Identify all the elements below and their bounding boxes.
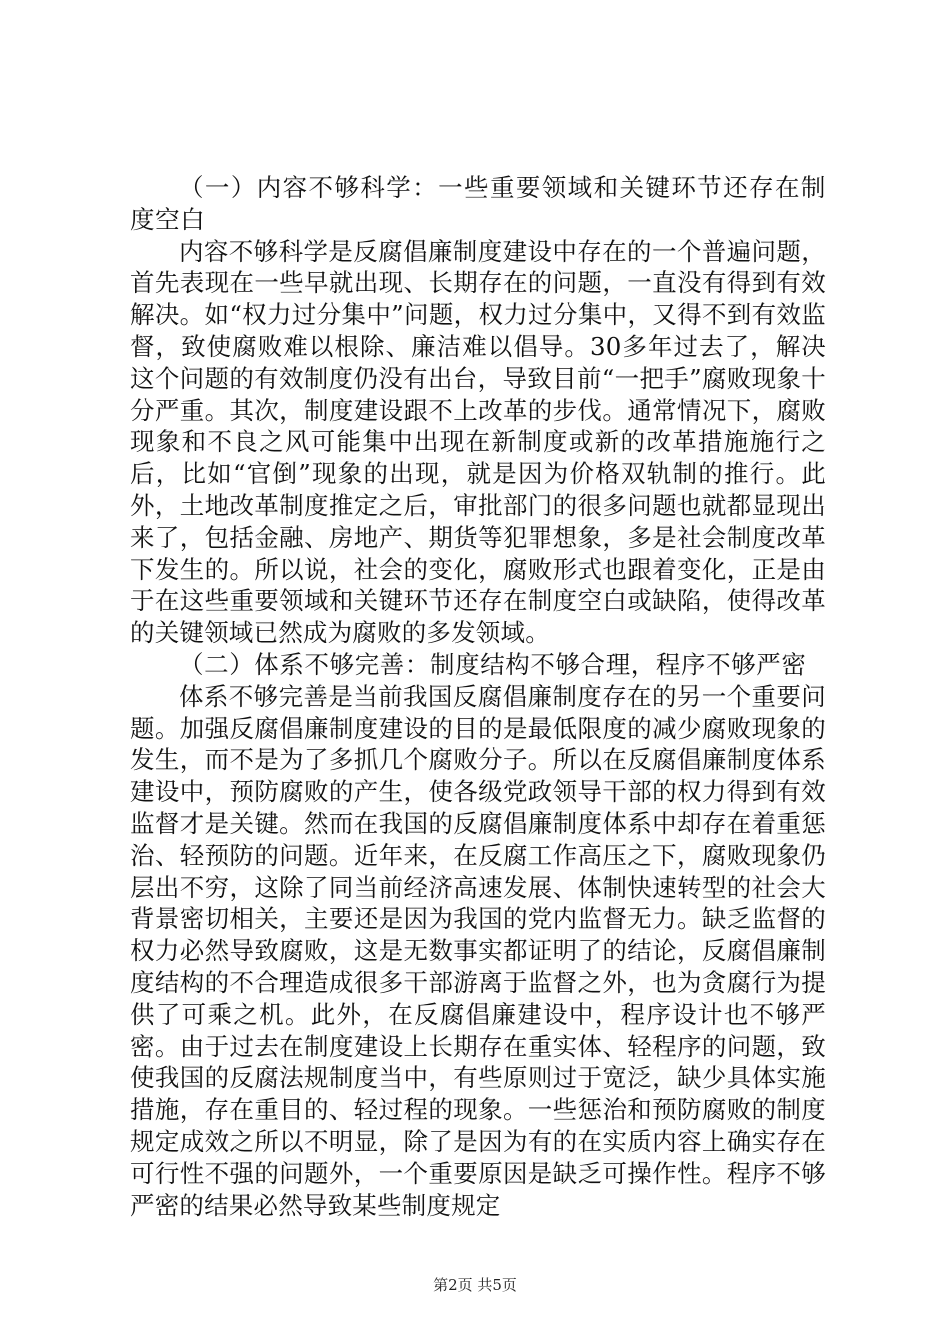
section-heading-2: （二）体系不够完善：制度结构不够合理，程序不够严密 bbox=[179, 649, 807, 679]
section-heading-1: （一）内容不够科学：一些重要领域和关键环节还存在制度空白 bbox=[130, 173, 826, 234]
document-body bbox=[130, 172, 826, 1221]
body-paragraph-1: 内容不够科学是反腐倡廉制度建设中存在的一个普遍问题，首先表现在一些早就出现、长期存在的问题，一直没有得到有效解决。如“权力过分集中”问题，权力过分集中，又得不到有效监督，致使腐败难以根除、廉洁难以倡导。30多年过去了，解决这个问题的有效制度仍没有出台，导致目前“一把手”腐败现象十分严重。其次，制度建设跟不上改革的步伐。通常情况下，腐败现象和不良之风可能集中出现在新制度或新的改革措施施行之后，比如“官倒”现象的出现，就是因为价格双轨制的推行。此外，土地改革制度推定之后，审批部门的很多问题也就都显现出来了，包括金融、房地产、期货等犯罪想象，多是社会制度改革下发生的。所以说，社会的变化，腐败形式也跟着变化，正是由于在这些重要领域和关键环节还存在制度空白或缺陷，使得改革的关键领域已然成为腐败的多发领域。 bbox=[130, 236, 826, 648]
body-paragraph-2: 体系不够完善是当前我国反腐倡廉制度存在的另一个重要问题。加强反腐倡廉制度建设的目的是最低限度的减少腐败现象的发生，而不是为了多抓几个腐败分子。所以在反腐倡廉制度体系建设中，预防腐败的产生，使各级党政领导干部的权力得到有效监督才是关键。然而在我国的反腐倡廉制度体系中却存在着重惩治、轻预防的问题。近年来，在反腐工作高压之下，腐败现象仍层出不穷，这除了同当前经济高速发展、体制快速转型的社会大背景密切相关，主要还是因为我国的党内监督无力。缺乏监督的权力必然导致腐败，这是无数事实都证明了的结论，反腐倡廉制度结构的不合理造成很多干部游离于监督之外，也为贪腐行为提供了可乘之机。此外，在反腐倡廉建设中，程序设计也不够严密。由于过去在制度建设上长期存在重实体、轻程序的问题，致使我国的反腐法规制度当中，有些原则过于宽泛，缺少具体实施措施，存在重目的、轻过程的现象。一些惩治和预防腐败的制度规定成效之所以不明显，除了是因为有的在实质内容上确实存在可行性不强的问题外，一个重要原因是缺乏可操作性。程序不够严密的结果必然导致某些制度规定 bbox=[130, 681, 826, 1220]
page-footer: 第2页 共5页 bbox=[433, 1276, 517, 1294]
